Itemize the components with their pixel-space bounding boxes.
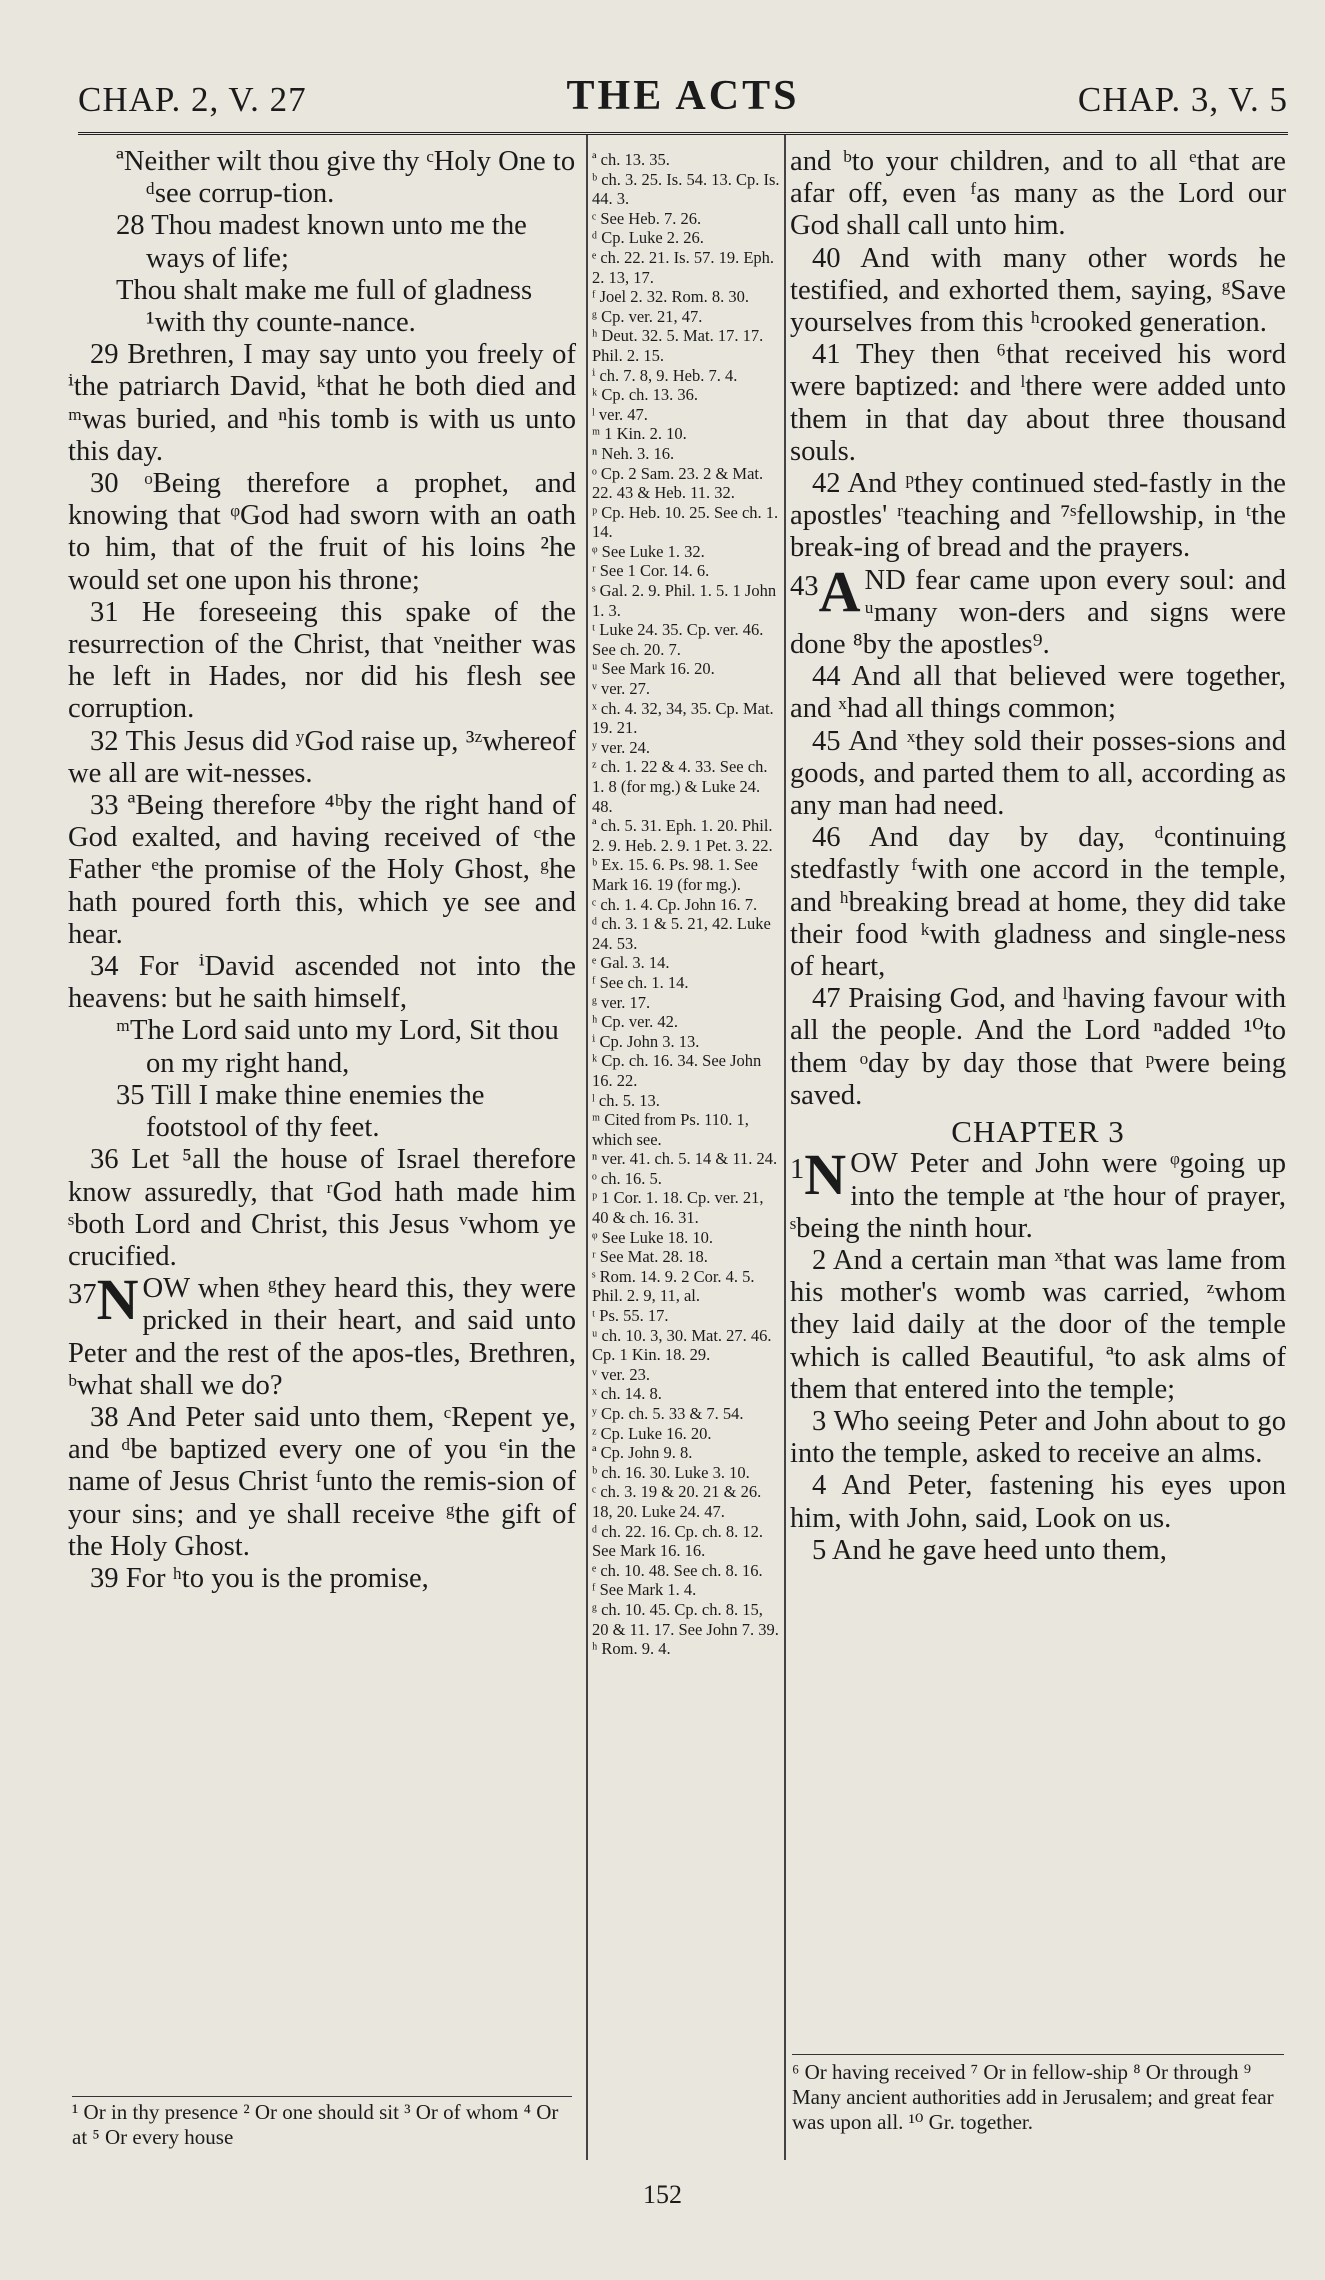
page-number: 152 [643, 2180, 682, 2209]
cross-reference: ᵍ Cp. ver. 21, 47. [592, 306, 703, 326]
cross-reference: ᵉ ch. 22. 21. Is. 57. 19. Eph. 2. 13, 17. [592, 247, 775, 287]
cross-reference: ᵈ ch. 3. 1 & 5. 21, 42. Luke 24. 53. [592, 914, 771, 953]
cross-reference: ᵇ ch. 16. 30. Luke 3. 10. [592, 1462, 750, 1482]
right-verse-5: 44 And all that believed were together, and ˣhad all things common; [790, 661, 1286, 725]
left-verse-10: 35 Till I make thine enemies the footstool of thy feet. [116, 1079, 485, 1144]
cross-reference: ᵖ 1 Cor. 1. 18. Cp. ver. 21, 40 & ch. 16. 31. [592, 1188, 764, 1228]
column-divider-left [586, 135, 588, 2160]
cross-reference: ʰ Rom. 9. 4. [592, 1639, 671, 1659]
verse-text: OW when ᵍthey heard this, they were pricked in their heart, and said unto Peter and the rest of the apos-tles, Brethren, ᵇwhat shall we do? [68, 1273, 576, 1401]
cross-reference: ᶠ Joel 2. 32. Rom. 8. 30. [592, 287, 749, 307]
verse-number: 43 [790, 570, 819, 602]
left-verse-7: 33 ªBeing therefore ⁴ᵇby the right hand of God exalted, and having received of ᶜthe Father ᵉthe promise of the Holy Ghost, ᵍhe hath poured forth this, which ye see and hear. [68, 790, 576, 950]
header-right-chapter: CHAP. 3, V. 5 [1077, 80, 1288, 119]
right-verse-3: 42 And ᵖthey continued sted-fastly in the apostles' ʳteaching and ⁷ˢfellowship, in ᵗthe break-ing of bread and the prayers. [790, 468, 1286, 564]
cross-reference: ᵐ 1 Kin. 2. 10. [592, 424, 687, 444]
cross-reference: ᵈ ch. 22. 16. Cp. ch. 8. 12. See Mark 16. 16. [592, 1521, 764, 1561]
left-verse-2: Thou shalt make me full of gladness ¹with thy counte-nance. [116, 274, 533, 339]
left-verse-13: 38 And Peter said unto them, ᶜRepent ye, and ᵈbe baptized every one of you ᵉin the name of Jesus Christ ᶠunto the remis-sion of your sins; and ye shall receive ᵍthe gift of the Holy Ghost. [68, 1401, 576, 1562]
left-verse-0: ªNeither wilt thou give thy ᶜHoly One to ᵈsee corrup-tion. [116, 146, 576, 210]
left-verse-4: 30 ᵒBeing therefore a prophet, and knowing that ᵠGod had sworn with an oath to him, that of the fruit of his loins ²he would set one upon his throne; [68, 468, 576, 596]
cross-reference: ʸ Cp. ch. 5. 33 & 7. 54. [592, 1404, 744, 1423]
left-verse-14: 39 For ʰto you is the promise, [90, 1562, 429, 1594]
right-verse-4 [790, 558, 1286, 662]
right-verse-2: 41 They then ⁶that received his word were baptized: and ˡthere were added unto them in that day about three thousand souls. [790, 339, 1286, 467]
drop-cap: A [818, 558, 861, 624]
right-verse-0: and ᵇto your children, and to all ᵉthat are afar off, even ᶠas many as the Lord our God shall call unto him. [790, 146, 1286, 242]
footnote-rule-right [792, 2054, 1284, 2055]
cross-reference: ᶠ See Mark 1. 4. [592, 1580, 697, 1600]
cross-reference: ʰ Cp. ver. 42. [592, 1012, 678, 1032]
cross-reference: ᵉ ch. 10. 48. See ch. 8. 16. [592, 1560, 763, 1580]
cross-reference: ᶻ ch. 1. 22 & 4. 33. See ch. 1. 8 (for mg.) & Luke 24. 48. [592, 757, 768, 816]
cross-reference: ᵒ Cp. 2 Sam. 23. 2 & Mat. 22. 43 & Heb. 11. 32. [592, 463, 764, 503]
cross-reference: ᵏ Cp. ch. 13. 36. [592, 385, 699, 405]
left-verse-1: 28 Thou madest known unto me the ways of life; [116, 210, 527, 274]
cross-reference: ᵈ Cp. Luke 2. 26. [592, 228, 704, 248]
cross-reference: ᶻ Cp. Luke 16. 20. [592, 1423, 712, 1443]
cross-reference: ˡ ch. 5. 13. [592, 1090, 660, 1110]
cross-reference: ᵇ Ex. 15. 6. Ps. 98. 1. See Mark 16. 19 (for mg.). [592, 855, 758, 894]
cross-reference: ᵖ Cp. Heb. 10. 25. See ch. 1. 14. [592, 502, 779, 542]
cross-reference: ª ch. 13. 35. [592, 150, 670, 169]
verse-number: 1 [790, 1154, 805, 1186]
right-verse-11: 2 And a certain man ˣthat was lame from his mother's womb was carried, ᶻwhom they laid daily at the door of the temple which is called Beautiful, ªto ask alms of them that entered into the temple; [790, 1244, 1286, 1405]
left-verse-12 [68, 1267, 576, 1402]
cross-reference: ᶜ ch. 3. 19 & 20. 21 & 26. 18, 20. Luke 24. 47. [592, 1482, 762, 1521]
right-verse-8: 47 Praising God, and ˡhaving favour with all the people. And the Lord ⁿadded ¹⁰to them ᵒday by day those that ᵖwere being saved. [790, 983, 1286, 1111]
cross-reference: ᵇ ch. 3. 25. Is. 54. 13. Cp. Is. 44. 3. [592, 169, 780, 209]
cross-reference: ᵘ See Mark 16. 20. [592, 659, 715, 679]
cross-reference: ᵠ See Luke 18. 10. [592, 1227, 713, 1247]
cross-reference: ᵉ Gal. 3. 14. [592, 953, 670, 973]
left-verse-8: 34 For ⁱDavid ascended not into the heavens: but he saith himself, [68, 951, 576, 1015]
cross-reference: ᵐ Cited from Ps. 110. 1, which see. [592, 1110, 749, 1149]
cross-reference: ˣ ch. 14. 8. [592, 1384, 662, 1404]
cross-reference: ⁿ ver. 41. ch. 5. 14 & 11. 24. [592, 1149, 778, 1169]
cross-reference: ⁿ Neh. 3. 16. [592, 443, 675, 463]
drop-cap: N [804, 1142, 847, 1208]
footnote-rule-left [72, 2096, 572, 2097]
right-verse-10 [790, 1142, 1286, 1245]
left-text-column [68, 146, 576, 1595]
cross-reference: ª Cp. John 9. 8. [592, 1443, 693, 1463]
book-title: THE ACTS [566, 73, 800, 119]
cross-reference: ª ch. 5. 31. Eph. 1. 20. Phil. 2. 9. Heb. 2. 9. 1 Pet. 3. 22. [592, 816, 773, 855]
cross-reference: ˣ ch. 4. 32, 34, 35. Cp. Mat. 19. 21. [592, 698, 774, 738]
cross-reference: ʰ Deut. 32. 5. Mat. 17. 17. Phil. 2. 15. [592, 326, 764, 365]
verse-text: OW Peter and John were ᵠgoing up into the temple at ʳthe hour of prayer, ˢbeing the ninth hour. [790, 1148, 1286, 1244]
running-header [78, 72, 1288, 132]
right-text-column [790, 146, 1286, 1567]
footnotes-left: ¹ Or in thy presence ² Or one should sit ³ Or of whom ⁴ Or at ⁵ Or every house [72, 2100, 559, 2149]
left-verse-11: 36 Let ⁵all the house of Israel therefore know assuredly, that ʳGod hath made him ˢboth Lord and Christ, this Jesus ᵛwhom ye crucified. [68, 1144, 576, 1272]
right-verse-7: 46 And day by day, ᵈcontinuing stedfastly ᶠwith one accord in the temple, and ʰbreaking bread at home, they did take their food ᵏwith gladness and single-ness of heart, [790, 822, 1286, 983]
left-verse-6: 32 This Jesus did ʸGod raise up, ³ᶻwhereof we all are wit-nesses. [68, 725, 576, 789]
cross-reference: ˢ Gal. 2. 9. Phil. 1. 5. 1 John 1. 3. [592, 581, 777, 620]
cross-reference: ᵏ Cp. ch. 16. 34. See John 16. 22. [592, 1051, 762, 1090]
cross-reference: ᵠ See Luke 1. 32. [592, 541, 705, 561]
right-verse-6: 45 And ˣthey sold their posses-sions and goods, and parted them to all, according as any man had need. [790, 725, 1286, 822]
verse-text: ND fear came upon every soul: and ᵘmany won-ders and signs were done ⁸by the apostles⁹. [790, 564, 1286, 661]
cross-reference: ᵍ ver. 17. [592, 992, 651, 1012]
cross-reference: ᵛ ver. 23. [592, 1364, 651, 1384]
right-verse-1: 40 And with many other words he testified, and exhorted them, saying, ᵍSave yourselves from this ʰcrooked generation. [790, 242, 1286, 339]
chapter-heading: CHAPTER 3 [951, 1114, 1125, 1150]
drop-cap: N [96, 1267, 139, 1333]
cross-reference: ʸ ver. 24. [592, 737, 651, 757]
cross-reference: ʳ See Mat. 28. 18. [592, 1247, 708, 1267]
cross-reference: ʳ See 1 Cor. 14. 6. [592, 561, 710, 581]
right-verse-12: 3 Who seeing Peter and John about to go into the temple, asked to receive an alms. [790, 1405, 1286, 1470]
marginal-references [592, 150, 782, 1659]
left-verse-5: 31 He foreseeing this spake of the resurrection of the Christ, that ᵛneither was he left in Hades, nor did his flesh see corruption. [68, 596, 576, 725]
left-verse-9: ᵐThe Lord said unto my Lord, Sit thou on my right hand, [116, 1015, 559, 1079]
cross-reference: ⁱ Cp. John 3. 13. [592, 1031, 700, 1051]
header-left-chapter: CHAP. 2, V. 27 [78, 80, 307, 119]
cross-reference: ᵒ ch. 16. 5. [592, 1168, 662, 1188]
cross-reference: ᶠ See ch. 1. 14. [592, 972, 689, 992]
cross-reference: ᶜ ch. 1. 4. Cp. John 16. 7. [592, 894, 758, 914]
footnotes-right: ⁶ Or having received ⁷ Or in fellow-ship ⁸ Or through ⁹ Many ancient authorities add in Jerusalem; and great fear was upon all. ¹⁰ Gr. together. [792, 2060, 1274, 2134]
cross-reference: ˢ Rom. 14. 9. 2 Cor. 4. 5. Phil. 2. 9, 11, al. [592, 1266, 755, 1306]
cross-reference: ˡ ver. 47. [592, 404, 648, 424]
column-divider-right [784, 135, 786, 2160]
right-verse-14: 5 And he gave heed unto them, [812, 1534, 1167, 1566]
verse-number: 37 [68, 1279, 97, 1311]
header-rule [78, 132, 1288, 135]
right-verse-13: 4 And Peter, fastening his eyes upon him, with John, said, Look on us. [790, 1470, 1286, 1534]
cross-reference: ᶜ See Heb. 7. 26. [592, 208, 702, 228]
cross-reference: ᵘ ch. 10. 3, 30. Mat. 27. 46. Cp. 1 Kin. 18. 29. [592, 1325, 772, 1365]
cross-reference: ᵗ Ps. 55. 17. [592, 1306, 669, 1326]
cross-reference: ᵛ ver. 27. [592, 679, 651, 699]
left-verse-3: 29 Brethren, I may say unto you freely of ⁱthe patriarch David, ᵏthat he both died and ᵐwas buried, and ⁿhis tomb is with us unto this day. [68, 339, 576, 467]
cross-reference: ᵍ ch. 10. 45. Cp. ch. 8. 15, 20 & 11. 17. See John 7. 39. [592, 1599, 779, 1639]
cross-reference: ᵗ Luke 24. 35. Cp. ver. 46. See ch. 20. 7. [592, 620, 764, 659]
cross-reference: ⁱ ch. 7. 8, 9. Heb. 7. 4. [592, 365, 738, 385]
